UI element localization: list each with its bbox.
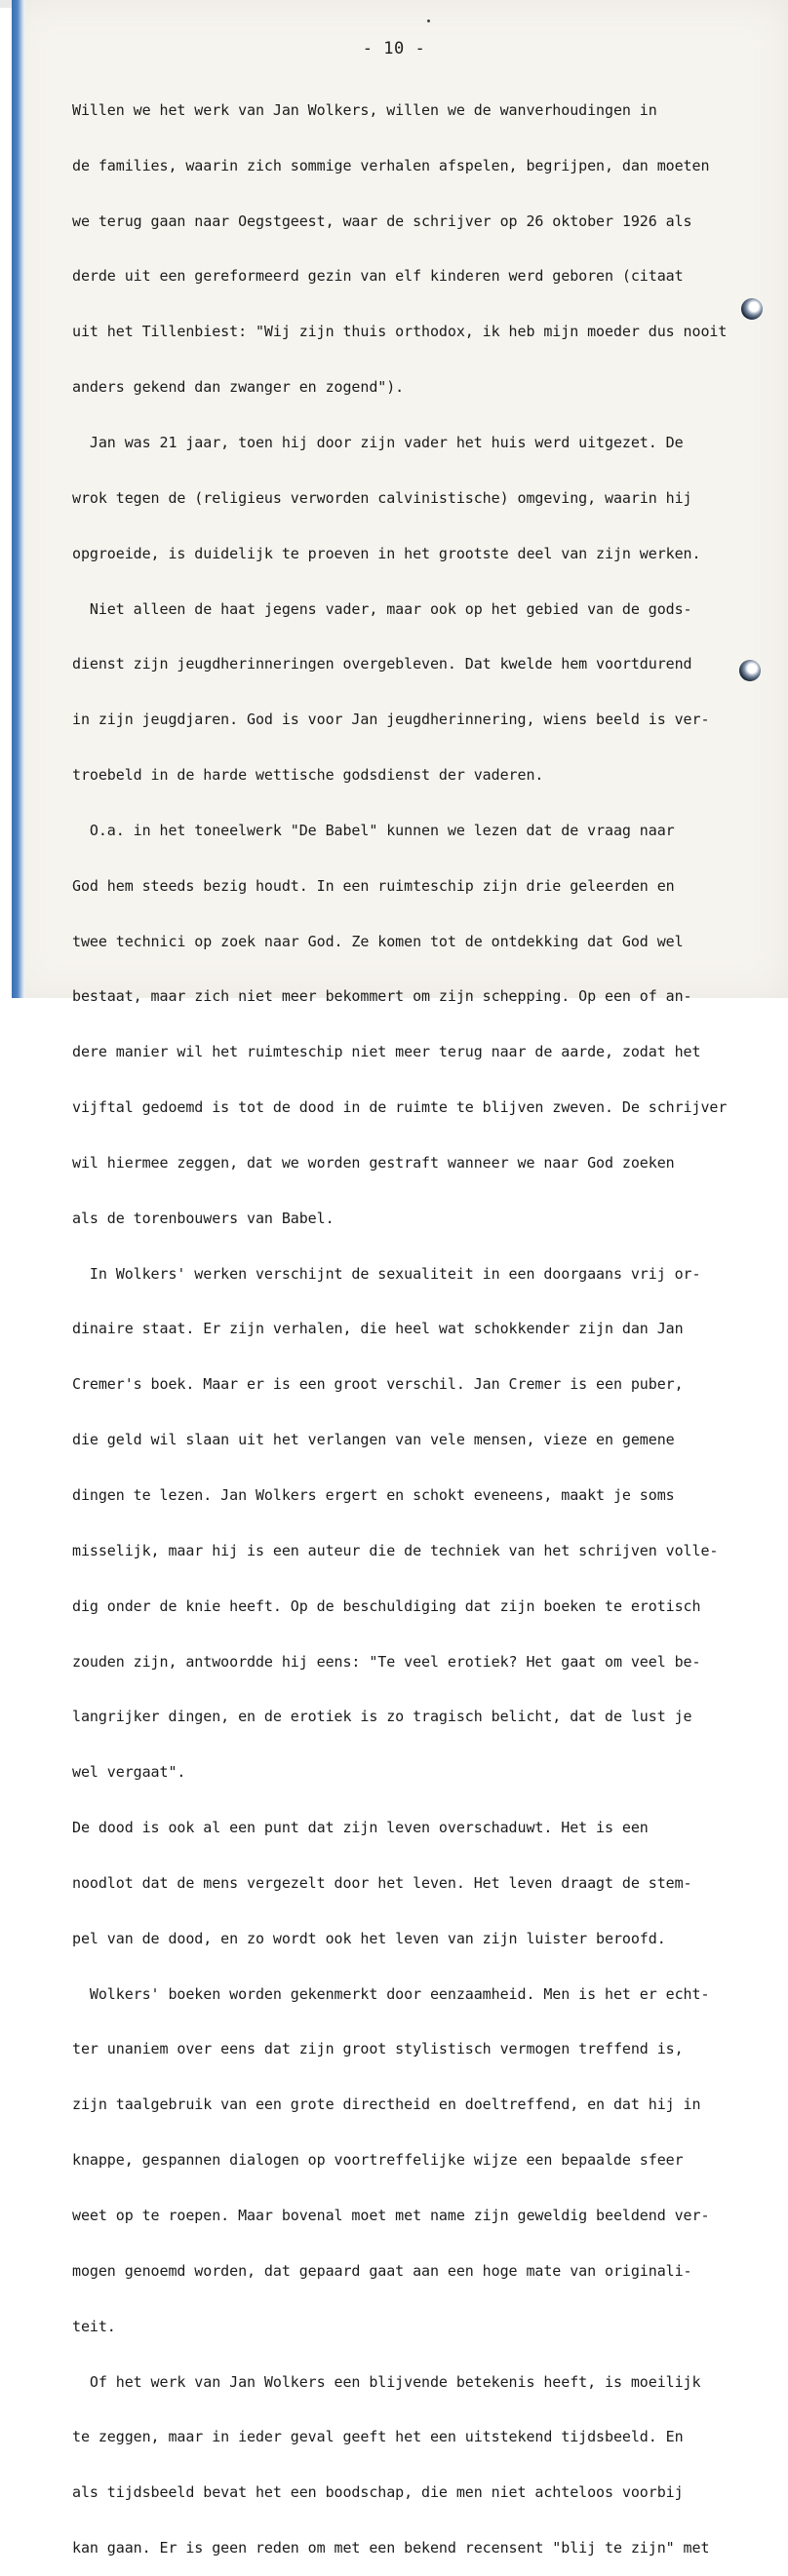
scan-speck: [427, 19, 430, 22]
text-line: In Wolkers' werken verschijnt de sexualiteit in een doorgaans vrij or-: [72, 1264, 701, 1283]
text-line: weet op te roepen. Maar bovenal moet met name zijn geweldig beeldend ver-: [72, 2206, 710, 2224]
text-line: langrijker dingen, en de erotiek is zo tragisch belicht, dat de lust je: [72, 1708, 692, 1726]
text-line: die geld wil slaan uit het verlangen van vele mensen, vieze en gemene: [72, 1431, 675, 1449]
text-line: als de torenbouwers van Babel.: [72, 1209, 335, 1227]
text-line: Niet alleen de haat jegens vader, maar ook op het gebied van de gods-: [72, 599, 692, 618]
body-text: [72, 64, 774, 2576]
text-line: derde uit een gereformeerd gezin van elf kinderen werd geboren (citaat: [72, 267, 684, 286]
text-line: vijftal gedoemd is tot de dood in de ruimte te blijven zweven. De schrijver: [72, 1098, 728, 1117]
text-line: dingen te lezen. Jan Wolkers ergert en schokt eveneens, maakt je soms: [72, 1486, 675, 1504]
text-line: misselijk, maar hij is een auteur die de techniek van het schrijven volle-: [72, 1541, 719, 1559]
text-line: dinaire staat. Er zijn verhalen, die heel wat schokkender zijn dan Jan: [72, 1320, 684, 1338]
blue-binding-edge: [12, 0, 25, 998]
text-line: opgroeide, is duidelijk te proeven in het grootste deel van zijn werken.: [72, 544, 701, 562]
text-line: wrok tegen de (religieus verworden calvinistische) omgeving, waarin hij: [72, 488, 692, 507]
text-line: dere manier wil het ruimteschip niet meer terug naar de aarde, zodat het: [72, 1043, 701, 1061]
punch-hole: [741, 298, 763, 320]
text-line: wil hiermee zeggen, dat we worden gestraft wanneer we naar God zoeken: [72, 1153, 675, 1172]
text-line: als tijdsbeeld bevat het een boodschap, die men niet achteloos voorbij: [72, 2483, 684, 2502]
text-line: knappe, gespannen dialogen op voortreffelijke wijze een bepaalde sfeer: [72, 2151, 684, 2170]
text-line: pel van de dood, en zo wordt ook het leven van zijn luister beroofd.: [72, 1929, 666, 1947]
text-line: in zijn jeugdjaren. God is voor Jan jeugdherinnering, wiens beeld is ver-: [72, 711, 710, 729]
text-line: God hem steeds bezig houdt. In een ruimteschip zijn drie geleerden en: [72, 876, 675, 895]
text-line: de families, waarin zich sommige verhalen afspelen, begrijpen, dan moeten: [72, 156, 710, 174]
text-line: kan gaan. Er is geen reden om met een bekend recensent "blij te zijn" met: [72, 2539, 710, 2557]
text-line: De dood is ook al een punt dat zijn leven overschaduwt. Het is een: [72, 1819, 649, 1837]
text-line: we terug gaan naar Oegstgeest, waar de schrijver op 26 oktober 1926 als: [72, 211, 692, 230]
text-line: troebeld in de harde wettische godsdienst der vaderen.: [72, 766, 544, 785]
text-line: O.a. in het toneelwerk "De Babel" kunnen we lezen dat de vraag naar: [72, 821, 675, 839]
text-line: Cremer's boek. Maar er is een groot verschil. Jan Cremer is een puber,: [72, 1375, 684, 1394]
text-line: zouden zijn, antwoordde hij eens: "Te veel erotiek? Het gaat om veel be-: [72, 1652, 701, 1671]
text-line: anders gekend dan zwanger en zogend").: [72, 378, 405, 397]
text-line: ter unaniem over eens dat zijn groot stylistisch vermogen treffend is,: [72, 2040, 684, 2058]
text-line: dienst zijn jeugdherinneringen overgebleven. Dat kwelde hem voortdurend: [72, 655, 692, 673]
text-line: te zeggen, maar in ieder geval geeft het een uitstekend tijdsbeeld. En: [72, 2428, 684, 2446]
text-line: dig onder de knie heeft. Op de beschuldiging dat zijn boeken te erotisch: [72, 1596, 701, 1615]
text-line: noodlot dat de mens vergezelt door het leven. Het leven draagt de stem-: [72, 1873, 692, 1892]
text-line: mogen genoemd worden, dat gepaard gaat aan een hoge mate van originali-: [72, 2261, 692, 2280]
text-line: twee technici op zoek naar God. Ze komen tot de ontdekking dat God wel: [72, 932, 684, 950]
page-number: - 10 -: [362, 39, 426, 58]
text-line: Wolkers' boeken worden gekenmerkt door eenzaamheid. Men is het er echt-: [72, 1984, 710, 2003]
text-line: zijn taalgebruik van een grote directheid en doeltreffend, en dat hij in: [72, 2095, 701, 2114]
text-line: Willen we het werk van Jan Wolkers, willen we de wanverhoudingen in: [72, 100, 657, 119]
text-line: bestaat, maar zich niet meer bekommert om zijn schepping. Op een of an-: [72, 987, 692, 1006]
text-line: Of het werk van Jan Wolkers een blijvende betekenis heeft, is moeilijk: [72, 2372, 701, 2391]
text-line: Jan was 21 jaar, toen hij door zijn vader het huis werd uitgezet. De: [72, 433, 684, 451]
text-line: teit.: [72, 2317, 116, 2335]
text-line: wel vergaat".: [72, 1763, 186, 1782]
text-line: uit het Tillenbiest: "Wij zijn thuis orthodox, ik heb mijn moeder dus nooit: [72, 323, 728, 341]
punch-hole: [739, 660, 761, 681]
